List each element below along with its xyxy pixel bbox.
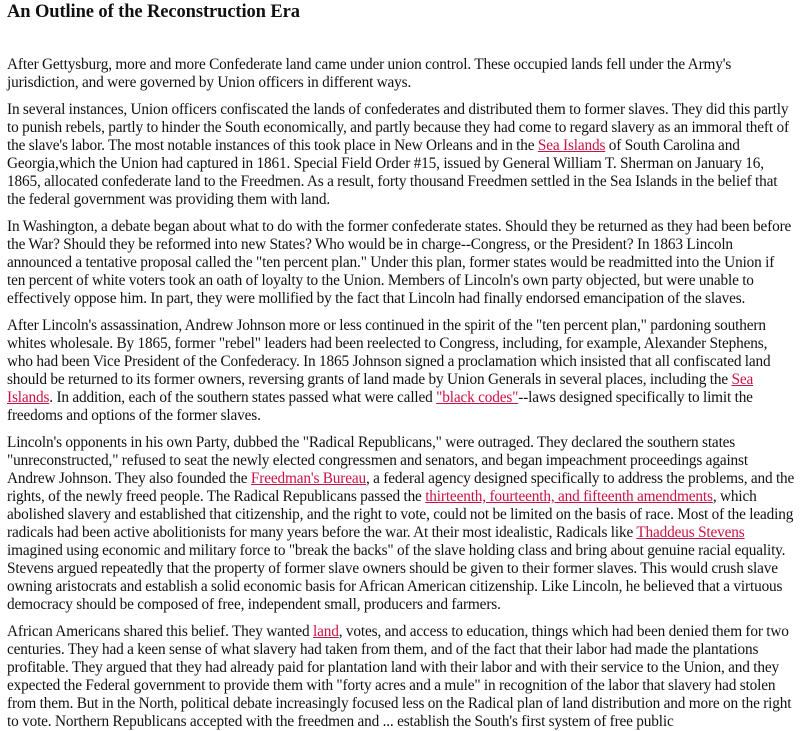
paragraph-text: imagined using economic and military force to "break the backs" of the slave holding class and bring about genuine racial equality. Stevens argued repeatedly that the property of former slave owners should be given to their former slaves. This would crush slave owning aristocrats and establish a solid economic basis for African American citizenship. Like Lincoln, he believed that a virtuous democracy should be composed of free, independent small, producers and farmers. <box>7 542 786 613</box>
article-paragraph <box>7 56 795 92</box>
article-paragraph <box>7 623 795 731</box>
inline-link[interactable]: land <box>313 623 339 640</box>
inline-link[interactable]: Thaddeus Stevens <box>636 524 745 541</box>
article-paragraph <box>7 434 795 614</box>
page-title: An Outline of the Reconstruction Era <box>7 2 300 22</box>
inline-link[interactable]: thirteenth, fourteenth, and fifteenth amendments <box>425 488 713 505</box>
inline-link[interactable]: Sea Islands <box>7 371 754 406</box>
paragraph-text: --laws designed specifically to limit the freedoms and options of the former slaves. <box>7 389 753 424</box>
paragraph-text: After Gettysburg, more and more Confederate land came under union control. These occupied lands fell under the Army's jurisdiction, and were governed by Union officers in different ways. <box>7 56 732 91</box>
article-paragraph <box>7 317 795 425</box>
paragraph-text: After Lincoln's assassination, Andrew Johnson more or less continued in the spirit of the "ten percent plan," pardoning southern whites wholesale. By 1865, former "rebel" leaders had been reelected to Congress, including, for example, Alexander Stephens, who had been Vice President of the Confederacy. In 1865 Johnson signed a proclamation which insisted that all confiscated land should be returned to its former owners, reversing grants of land made by Union Generals in several places, including the <box>7 317 771 388</box>
article-paragraph <box>7 218 795 308</box>
inline-link[interactable]: Sea Islands <box>537 137 606 154</box>
paragraph-text: , which abolished slavery and established that citizenship, and the right to vote, could not be limited on the basis of race. Most of the leading radicals had been active abolitionists for many years before the war. At their most idealistic, Radicals like <box>7 488 794 541</box>
title-spacer <box>7 23 795 56</box>
paragraph-text: African Americans shared this belief. They wanted <box>7 623 313 640</box>
inline-link[interactable]: "black codes" <box>436 389 519 406</box>
article-paragraph <box>7 101 795 209</box>
inline-link[interactable]: Freedman's Bureau <box>250 470 367 487</box>
paragraph-text: Lincoln's opponents in his own Party, dubbed the "Radical Republicans," were outraged. They declared the southern states "unreconstructed," refused to seat the newly elected congressmen and senators, and began impeachment proceedings against Andrew Johnson. They also founded the <box>7 434 748 487</box>
paragraph-text: , votes, and access to education, things which had been denied them for two centuries. They had a keen sense of what slavery had taken from them, and of the fact that their labor had made the plantations profitable. They argued that they had already paid for plantation land with their labor and with their service to the Union, and they expected the Federal government to provide them with "forty acres and a mule" in recognition of the labor that slavery had stolen from them. But in the North, political debate increasingly focused less on the Radical plan of land distribution and more on the right to vote. Northern Republicans accepted with the freedmen and ... establish the South's first system of free public <box>7 623 792 730</box>
paragraph-text: In several instances, Union officers confiscated the lands of confederates and distributed them to former slaves. They did this partly to punish rebels, partly to hinder the South economically, and partly because they had come to regard slavery as an immoral theft of the slave's labor. The most notable instances of this took place in New Orleans and in the <box>7 101 789 154</box>
paragraph-text: . In addition, each of the southern states passed what were called <box>49 389 437 406</box>
paragraph-text: of South Carolina and Georgia,which the Union had captured in 1861. Special Field Order #15, issued by General William T. Sherman on January 16, 1865, allocated confederate land to the Freedmen. As a result, forty thousand Freedmen settled in the Sea Islands in the belief that the federal government was providing them with land. <box>7 137 778 208</box>
article-body <box>7 56 795 731</box>
paragraph-text: , a federal agency designed specifically to address the problems, and the rights, of the newly freed people. The Radical Republicans passed the <box>7 470 795 505</box>
paragraph-text: In Washington, a debate began about what to do with the former confederate states. Should they be returned as they had been before the War? Should they be reformed into new States? Who would be in charge--Congress, or the President? In 1863 Lincoln announced a tentative proposal called the "ten percent plan." Under this plan, former states would be readmitted into the Union if ten percent of white voters took an oath of loyalty to the Union. Members of Lincoln's own party objected, but were unable to effectively oppose him. In part, they were mollified by the fact that Lincoln had finally endorsed emancipation of the slaves. <box>7 218 792 307</box>
